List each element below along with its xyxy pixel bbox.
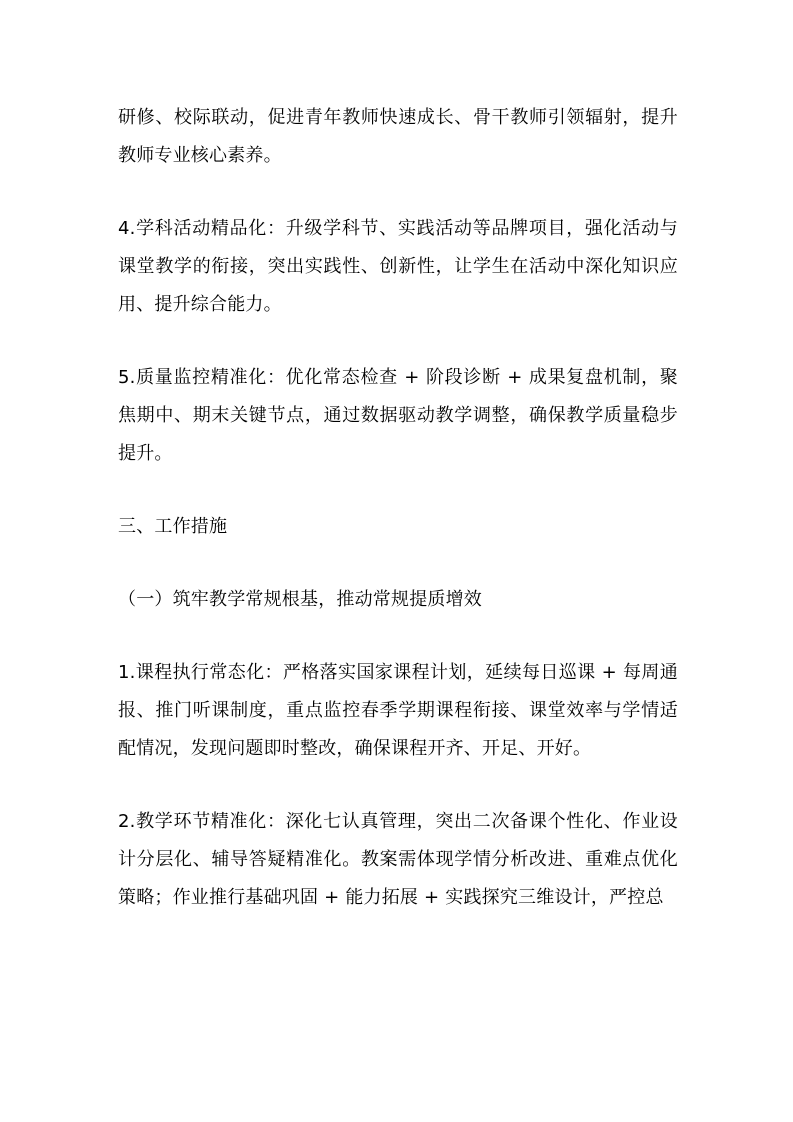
paragraph-teaching-precision: 2.教学环节精准化：深化七认真管理，突出二次备课个性化、作业设计分层化、辅导答疑精准化。教案需体现学情分析改进、重难点优化策略；作业推行基础巩固 + 能力拓展 + 实践探究三维设计，严控总 — [118, 811, 678, 908]
paragraph-teacher-training-continued: 研修、校际联动，促进青年教师快速成长、骨干教师引领辐射，提升教师专业核心素养。 — [118, 107, 678, 166]
paragraph-subject-activities: 4.学科活动精品化：升级学科节、实践活动等品牌项目，强化活动与课堂教学的衔接，突出实践性、创新性，让学生在活动中深化知识应用、提升综合能力。 — [118, 218, 678, 315]
section-heading-work-measures: 三、工作措施 — [118, 516, 228, 537]
paragraph-quality-monitoring: 5.质量监控精准化：优化常态检查 + 阶段诊断 + 成果复盘机制，聚焦期中、期末关键节点，通过数据驱动教学调整，确保教学质量稳步提升。 — [118, 367, 678, 464]
document-body — [118, 99, 678, 917]
paragraph-curriculum-execution: 1.课程执行常态化：严格落实国家课程计划，延续每日巡课 + 每周通报、推门听课制度，重点监控春季学期课程衔接、课堂效率与学情适配情况，发现问题即时整改，确保课程开齐、开足、开好。 — [118, 662, 678, 759]
subsection-heading-teaching-routine: （一）筑牢教学常规根基，推动常规提质增效 — [118, 589, 482, 610]
